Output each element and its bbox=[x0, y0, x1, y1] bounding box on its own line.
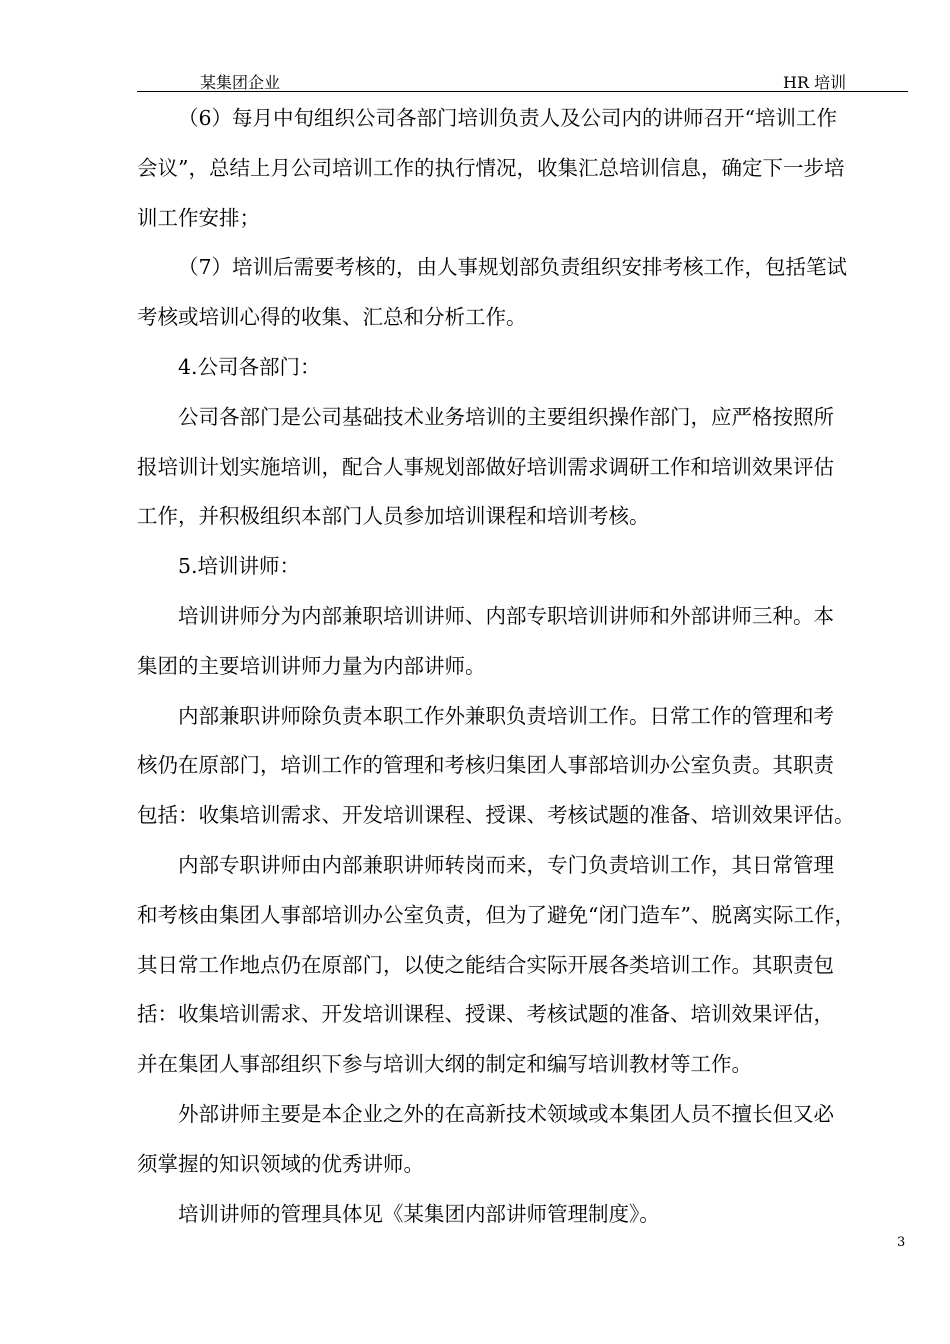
text-line: 培训讲师分为内部兼职培训讲师、内部专职培训讲师和外部讲师三种。本 bbox=[178, 603, 834, 628]
text-line: 集团的主要培训讲师力量为内部讲师。 bbox=[137, 653, 486, 678]
text-line: （7）培训后需要考核的，由人事规划部负责组织安排考核工作，包括笔试 bbox=[178, 255, 848, 280]
page-header bbox=[137, 66, 908, 92]
text-line: 报培训计划实施培训，配合人事规划部做好培训需求调研工作和培训效果评估 bbox=[137, 454, 834, 479]
section-heading: 5.培训讲师： bbox=[178, 554, 301, 579]
text-line: 括：收集培训需求、开发培训课程、授课、考核试题的准备、培训效果评估， bbox=[137, 1002, 834, 1027]
section-heading: 4.公司各部门： bbox=[178, 354, 321, 379]
text-line: （6）每月中旬组织公司各部门培训负责人及公司内的讲师召开“培训工作 bbox=[178, 106, 838, 130]
text-line: 包括：收集培训需求、开发培训课程、授课、考核试题的准备、培训效果评估。 bbox=[137, 803, 855, 828]
text-line: 内部兼职讲师除负责本职工作外兼职负责培训工作。日常工作的管理和考 bbox=[178, 703, 834, 728]
text-line: 训工作安排； bbox=[137, 205, 260, 230]
page-number: 3 bbox=[897, 1235, 906, 1250]
text-line: 公司各部门是公司基础技术业务培训的主要组织操作部门，应严格按照所 bbox=[178, 404, 834, 429]
text-line: 核仍在原部门，培训工作的管理和考核归集团人事部培训办公室负责。其职责 bbox=[137, 753, 834, 778]
text-line: 培训讲师的管理具体见《某集团内部讲师管理制度》。 bbox=[178, 1201, 660, 1226]
text-line: 会议”，总结上月公司培训工作的执行情况，收集汇总培训信息，确定下一步培 bbox=[137, 155, 845, 180]
text-line: 并在集团人事部组织下参与培训大纲的制定和编写培训教材等工作。 bbox=[137, 1052, 752, 1077]
text-line: 工作，并积极组织本部门人员参加培训课程和培训考核。 bbox=[137, 504, 650, 529]
text-line: 须掌握的知识领域的优秀讲师。 bbox=[137, 1151, 424, 1176]
document-body bbox=[137, 94, 909, 1239]
text-line: 考核或培训心得的收集、汇总和分析工作。 bbox=[137, 305, 527, 330]
text-line: 和考核由集团人事部培训办公室负责，但为了避免“闭门造车”、脱离实际工作， bbox=[137, 902, 855, 927]
text-line: 外部讲师主要是本企业之外的在高新技术领域或本集团人员不擅长但又必 bbox=[178, 1101, 834, 1126]
header-company: 某集团企业 bbox=[200, 73, 281, 92]
header-section: HR 培训 bbox=[783, 73, 847, 92]
text-line: 其日常工作地点仍在原部门，以使之能结合实际开展各类培训工作。其职责包 bbox=[137, 952, 834, 977]
text-line: 内部专职讲师由内部兼职讲师转岗而来，专门负责培训工作，其日常管理 bbox=[178, 852, 834, 877]
